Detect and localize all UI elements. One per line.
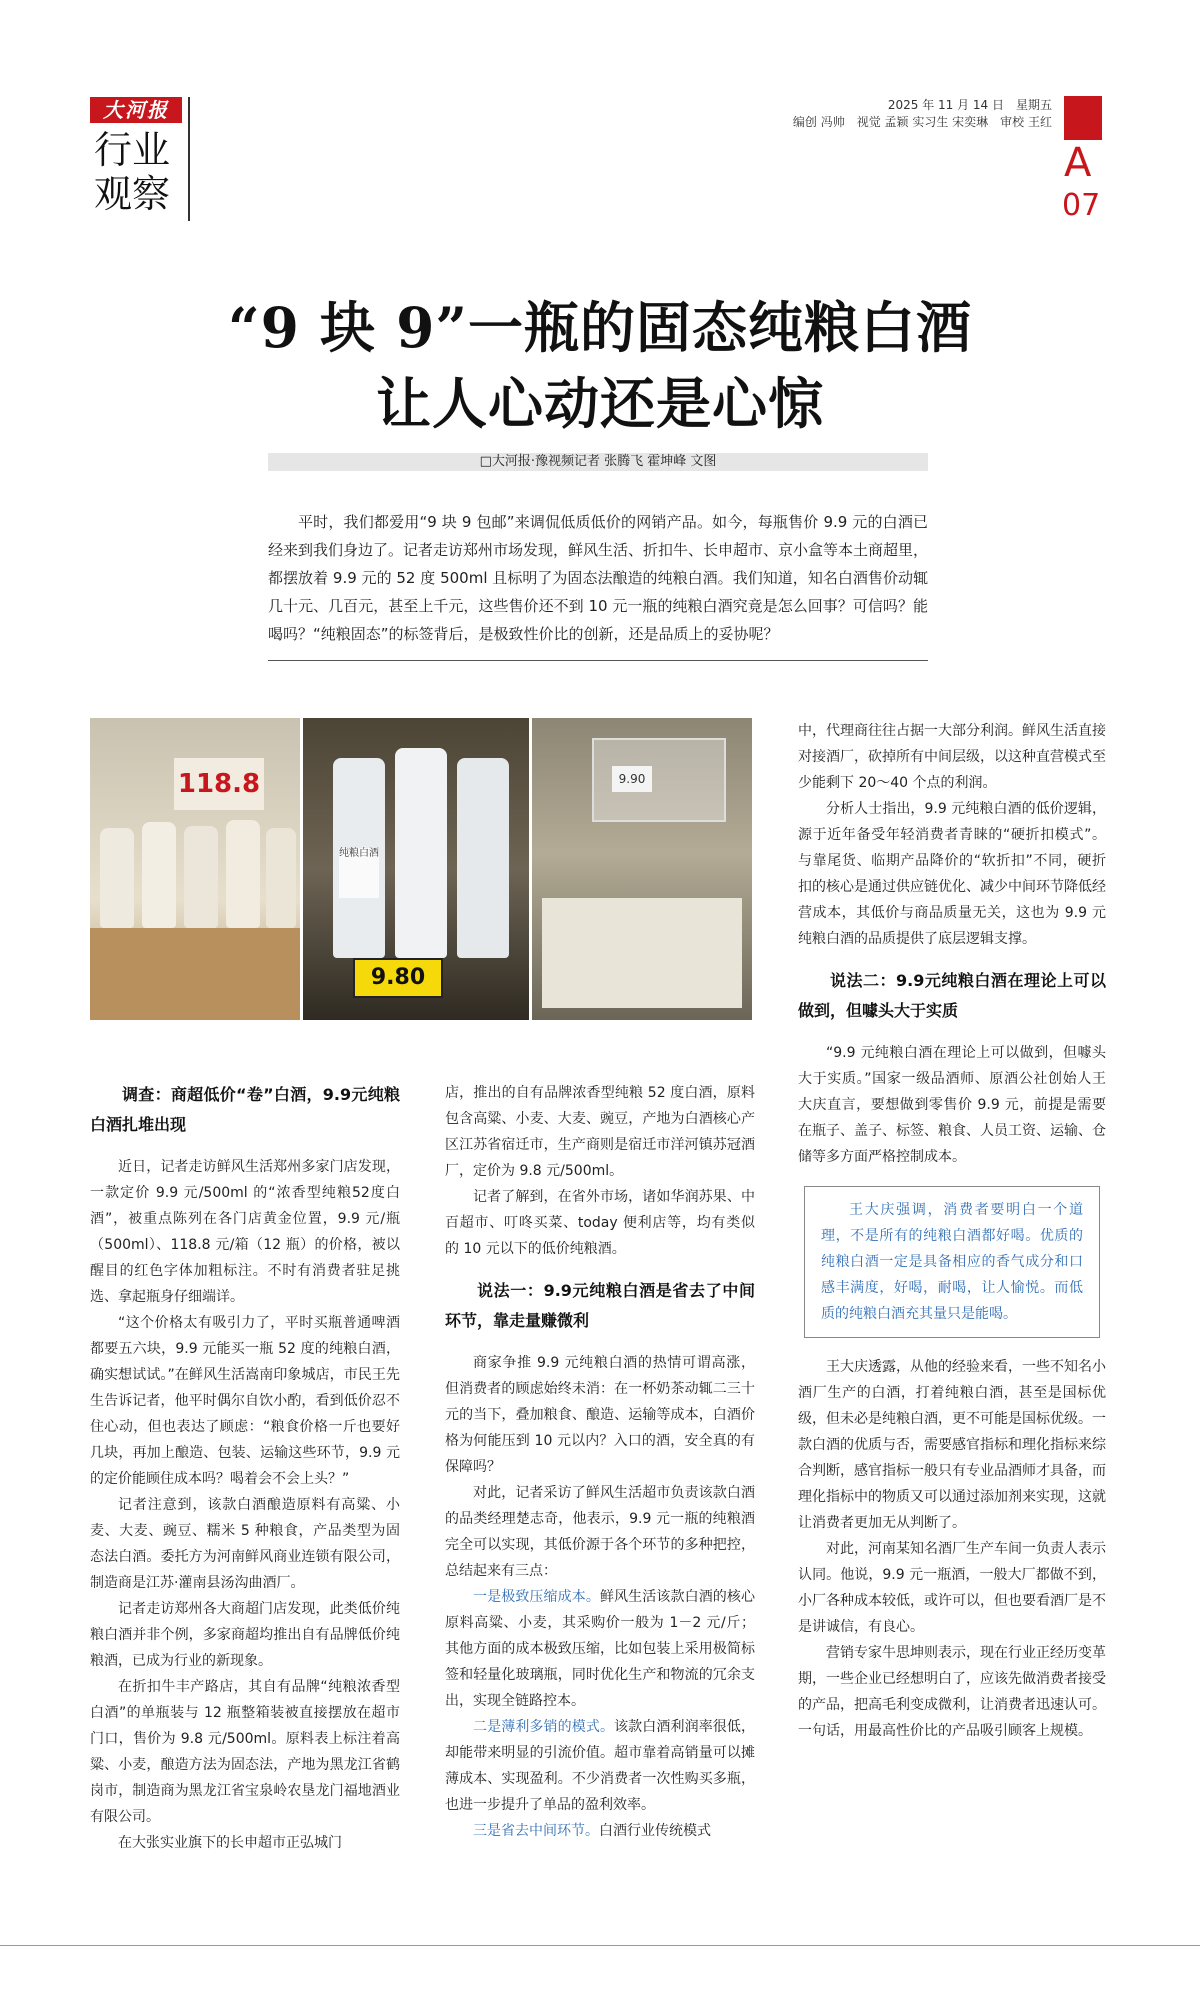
subheading-view-two: 说法二：9.9元纯粮白酒在理论上可以做到，但噱头大于实质	[798, 971, 1106, 1020]
point-text: 鲜风生活该款白酒的核心原料高粱、小麦，其采购价一般为 1－2 元/斤；其他方面的成本极致压缩，比如包装上采用极简标签和轻量化玻璃瓶，同时优化生产和物流的冗余支出，实现全链路控本。	[445, 1589, 756, 1709]
paragraph: 记者注意到，该款白酒酿造原料有高粱、小麦、大麦、豌豆、糯米 5 种粮食，产品类型为固态法白酒。委托方为河南鲜风商业连锁有限公司，制造商是江苏·灌南县汤沟曲酒厂。	[90, 1497, 400, 1591]
point-lead: 一是极致压缩成本。	[473, 1589, 600, 1605]
price-tag-display: 9.90	[612, 766, 652, 792]
lede-paragraph: 平时，我们都爱用“9 块 9 包邮”来调侃低质低价的网销产品。如今，每瓶售价 9.9 元的白酒已经来到我们身边了。记者走访郑州市场发现，鲜风生活、折扣牛、长申超市、京小盒等本土商超里，都摆放着 9.9 元的 52 度 500ml 且标明了为固态法酿造的纯粮白酒。我们知道，知名白酒售价动辄几十元、几百元，甚至上千元，这些售价还不到 10 元一瓶的纯粮白酒究竟是怎么回事？可信吗？能喝吗？“纯粮固态”的标签背后，是极致性价比的创新，还是品质上的妥协呢？	[268, 513, 929, 643]
issue-date: 2025 年 11 月 14 日 星期五	[887, 98, 1052, 112]
section-title	[94, 128, 184, 216]
subheading-investigation: 调查：商超低价“卷”白酒，9.9元纯粮白酒扎堆出现	[90, 1085, 400, 1134]
page-bottom-rule	[0, 1945, 1200, 1946]
headline-line1: “9 块 9”一瓶的固态纯粮白酒	[227, 295, 973, 360]
paragraph: 对此，记者采访了鲜风生活超市负责该款白酒的品类经理楚志奇，他表示，9.9 元一瓶的纯粮酒完全可以实现，其低价源于各个环节的多种把控，总结起来有三点：	[445, 1485, 755, 1579]
headline-line2: 让人心动还是心惊	[375, 371, 824, 436]
paragraph: 记者走访郑州各大商超门店发现，此类低价纯粮白酒并非个例，多家商超均推出自有品牌低价纯粮酒，已成为行业的新现象。	[90, 1601, 400, 1669]
paragraph: 中，代理商往往占据一大部分利润。鲜风生活直接对接酒厂，砍掉所有中间层级，以这种直营模式至少能剩下 20～40 个点的利润。	[798, 723, 1106, 791]
paragraph-point-3	[445, 1818, 755, 1844]
article-column-3	[798, 718, 1106, 1744]
paragraph-point-1	[445, 1584, 755, 1714]
headline	[120, 290, 1080, 442]
paragraph: 记者了解到，在省外市场，诸如华润苏果、中百超市、叮咚买菜、today 便利店等，均有类似的 10 元以下的低价纯粮酒。	[445, 1189, 755, 1257]
paragraph: “这个价格太有吸引力了，平时买瓶普通啤酒都要五六块，9.9 元能买一瓶 52 度的纯粮白酒，确实想试试。”在鲜风生活嵩南印象城店，市民王先生告诉记者，他平时偶尔自饮小酌，看到低价忍不住心动，但也表达了顾虑：“粮食价格一斤也要好几块，再加上酿造、包装、运输这些环节，9.9 元的定价能顾住成本吗？喝着会不会上头？”	[90, 1315, 400, 1487]
photo-shelf-boxes	[90, 718, 300, 1020]
point-text: 白酒行业传统模式	[599, 1823, 711, 1839]
paragraph: 在折扣牛丰产路店，其自有品牌“纯粮浓香型白酒”的单瓶装与 12 瓶整箱装被直接摆放在超市门口，售价为 9.8 元/500ml。原料表上标注着高粱、小麦，酿造方法为固态法，产地为黑龙江省鹤岗市，制造商为黑龙江省宝泉岭农垦龙门福地酒业有限公司。	[90, 1679, 400, 1825]
photo-bottles-closeup	[303, 718, 529, 1020]
price-tag-case: 118.8	[174, 758, 264, 810]
article-column-2	[445, 1080, 755, 1844]
price-tag-bottle: 9.80	[353, 958, 443, 998]
point-text: 该款白酒利润率很低，却能带来明显的引流价值。超市靠着高销量可以摊薄成本、实现盈利。不少消费者一次性购买多瓶，也进一步提升了单品的盈利效率。	[445, 1719, 756, 1813]
paragraph: 店，推出的自有品牌浓香型纯粮 52 度白酒，原料包含高粱、小麦、大麦、豌豆，产地为白酒核心产区江苏省宿迁市，生产商则是宿迁市洋河镇苏冠酒厂，定价为 9.8 元/500ml。	[445, 1085, 755, 1179]
article-column-1	[90, 1080, 400, 1856]
paragraph: 营销专家牛思坤则表示，现在行业正经历变革期，一些企业已经想明白了，应该先做消费者接受的产品，把高毛利变成微利，让消费者迅速认可。一句话，用最高性价比的产品吸引顾客上规模。	[798, 1645, 1106, 1739]
bottle-label: 纯粮白酒	[339, 848, 379, 898]
paragraph: “9.9 元纯粮白酒在理论上可以做到，但噱头大于实质。”国家一级品酒师、原酒公社创始人王大庆直言，要想做到零售价 9.9 元，前提是需要在瓶子、盖子、标签、粮食、人员工资、运输、仓储等多方面严格控制成本。	[798, 1045, 1106, 1165]
paragraph: 分析人士指出，9.9 元纯粮白酒的低价逻辑，源于近年备受年轻消费者青睐的“硬折扣模式”。与靠尾货、临期产品降价的“软折扣”不同，硬折扣的核心是通过供应链优化、减少中间环节降低经营成本，其低价与商品质量无关，这也为 9.9 元纯粮白酒的品质提供了底层逻辑支撑。	[798, 801, 1106, 947]
point-lead: 三是省去中间环节。	[473, 1823, 599, 1839]
page-number: 07	[1062, 188, 1101, 223]
paragraph: 王大庆透露，从他的经验来看，一些不知名小酒厂生产的白酒，打着纯粮白酒，甚至是国标优级，但未必是纯粮白酒，更不可能是国标优级。一款白酒的优质与否，需要感官指标和理化指标来综合判断，感官指标一般只有专业品酒师才具备，而理化指标中的物质又可以通过添加剂来实现，这就让消费者更加无从判断了。	[798, 1359, 1106, 1531]
subheading-view-one: 说法一：9.9元纯粮白酒是省去了中间环节，靠走量赚微利	[445, 1281, 755, 1330]
paragraph-point-2	[445, 1714, 755, 1818]
newspaper-logo: 大河报	[90, 97, 182, 123]
pull-quote-text: 王大庆强调，消费者要明白一个道理，不是所有的纯粮白酒都好喝。优质的纯粮白酒一定是具备相应的香气成分和口感丰满度，好喝，耐喝，让人愉悦。而低质的纯粮白酒充其量只是能喝。	[821, 1202, 1083, 1322]
photo-store-display	[532, 718, 752, 1020]
lede-divider	[268, 660, 928, 661]
masthead-divider	[188, 97, 190, 221]
paragraph: 商家争推 9.9 元纯粮白酒的热情可谓高涨，但消费者的顾虑始终未消：在一杯奶茶动辄二三十元的当下，叠加粮食、酿造、运输等成本，白酒价格为何能压到 10 元以内？入口的酒，安全真的有保障吗？	[445, 1355, 755, 1475]
point-lead: 二是薄利多销的模式。	[473, 1719, 615, 1735]
page-letter: A	[1064, 140, 1104, 186]
paragraph: 近日，记者走访鲜风生活郑州多家门店发现，一款定价 9.9 元/500ml 的“浓香型纯粮52度白酒”，被重点陈列在各门店黄金位置，9.9 元/瓶（500ml）、118.8 元/箱（12 瓶）的价格，被以醒目的红色字体加粗标注。不时有消费者驻足挑选、拿起瓶身仔细端详。	[90, 1159, 400, 1305]
byline: □大河报·豫视频记者 张腾飞 霍坤峰 文图	[479, 454, 717, 469]
paragraph: 在大张实业旗下的长申超市正弘城门	[118, 1835, 342, 1851]
section-title-line1: 行业	[94, 128, 171, 172]
section-title-line2: 观察	[94, 172, 171, 216]
staff-credits: 编创 冯帅 视觉 孟颖 实习生 宋奕琳 审校 王红	[792, 115, 1052, 129]
paragraph: 对此，河南某知名酒厂生产车间一负责人表示认同。他说，9.9 元一瓶酒，一般大厂都做不到，小厂各种成本较低，或许可以，但也要看酒厂是不是讲诚信，有良心。	[798, 1541, 1106, 1635]
pull-quote	[804, 1186, 1100, 1338]
